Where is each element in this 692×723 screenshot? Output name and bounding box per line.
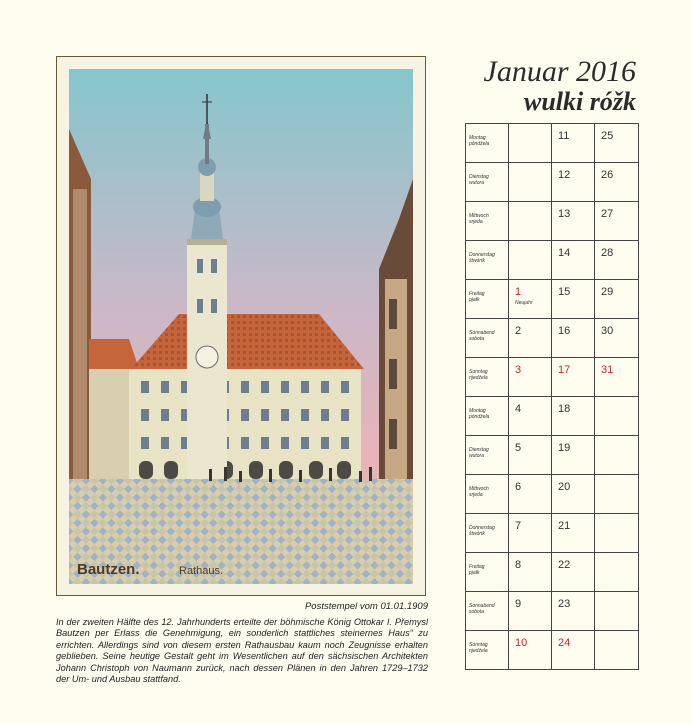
day-number: [595, 514, 638, 520]
weekday-sorbian: njedźela: [469, 648, 488, 654]
weekday-sorbian: póndźela: [469, 414, 490, 420]
calendar-row: [466, 202, 639, 241]
day-cell: [552, 631, 595, 670]
day-cell: [595, 397, 639, 436]
weekday-cell: [466, 397, 509, 436]
weekday-sorbian: srjeda: [469, 219, 483, 225]
weekday-german: Donnerstag: [469, 252, 495, 258]
day-number: 5: [515, 442, 522, 454]
day-number: 19: [558, 442, 571, 454]
day-number: [509, 241, 551, 247]
day-number: 25: [601, 130, 614, 142]
weekday-german: Dienstag: [469, 447, 489, 453]
month-title: Januar 2016: [483, 55, 636, 88]
day-cell: [595, 592, 639, 631]
weekday-cell: [466, 631, 509, 670]
day-number: 13: [558, 208, 571, 220]
weekday-german: Freitag: [469, 291, 485, 297]
day-cell: [509, 631, 552, 670]
day-number: 24: [558, 637, 571, 649]
calendar-row: [466, 631, 639, 670]
calendar-row: [466, 163, 639, 202]
weekday-sorbian: pjatk: [469, 297, 480, 303]
day-cell: [552, 475, 595, 514]
weekday-sorbian: srjeda: [469, 492, 483, 498]
weekday-german: Montag: [469, 408, 486, 414]
weekday-label: [466, 319, 508, 342]
calendar-row: [466, 592, 639, 631]
day-number: 15: [558, 286, 571, 298]
calendar-grid: [465, 123, 639, 670]
weekday-cell: [466, 592, 509, 631]
day-number: 21: [558, 520, 571, 532]
calendar-row: [466, 514, 639, 553]
day-cell: [509, 592, 552, 631]
day-cell: [552, 280, 595, 319]
weekday-label: [466, 241, 508, 264]
weekday-cell: [466, 475, 509, 514]
weekday-label: [466, 397, 508, 420]
weekday-cell: [466, 124, 509, 163]
weekday-german: Montag: [469, 135, 486, 141]
day-number: 27: [601, 208, 614, 220]
weekday-label: [466, 124, 508, 147]
day-cell: [595, 358, 639, 397]
day-cell: [552, 397, 595, 436]
day-cell: [509, 163, 552, 202]
day-number: [595, 553, 638, 559]
weekday-label: [466, 202, 508, 225]
day-number: [595, 436, 638, 442]
day-number: 22: [558, 559, 571, 571]
weekday-german: Mittwoch: [469, 213, 489, 219]
day-number: 11: [558, 130, 570, 142]
weekday-sorbian: póndźela: [469, 141, 490, 147]
calendar-row: [466, 553, 639, 592]
postmark-caption: Poststempel vom 01.01.1909: [304, 601, 428, 612]
weekday-sorbian: wutora: [469, 453, 485, 459]
weekday-label: [466, 358, 508, 381]
day-number: 1: [515, 286, 522, 298]
postcard-frame: [56, 56, 426, 596]
day-number: 23: [558, 598, 571, 610]
weekday-german: Sonntag: [469, 642, 488, 648]
weekday-label: [466, 514, 508, 537]
day-cell: [552, 124, 595, 163]
day-cell: [595, 475, 639, 514]
caption-text: In der zweiten Hälfte des 12. Jahrhunderts erteilte der böhmische König Ottokar I. Přemysl Bautzen per Erlass die Genehmigung, ein sonderlich stattliches steinernes Haus“ zu errichten. Allerdings sind von diesem ersten Rathausbau kaum noch Zeugnisse erhalten geblieben. Seine heutige Gestalt geht im Wesentlichen auf den sächsischen Architekten Johann Christoph von Naumann zurück, nach dessen Plänen in den Jahren 1729–1732 der Um- und Ausbau stattfand.: [56, 617, 428, 685]
weekday-german: Mittwoch: [469, 486, 489, 492]
month-subtitle: wulki róžk: [524, 87, 636, 116]
weekday-label: [466, 280, 508, 303]
weekday-sorbian: štwórtk: [469, 531, 485, 537]
day-cell: [509, 319, 552, 358]
day-number: 28: [601, 247, 614, 259]
weekday-sorbian: njedźela: [469, 375, 488, 381]
day-number: [595, 397, 638, 403]
calendar-row: [466, 358, 639, 397]
day-cell: [509, 241, 552, 280]
day-cell: [595, 514, 639, 553]
weekday-cell: [466, 319, 509, 358]
day-number: 12: [558, 169, 571, 181]
weekday-sorbian: sobota: [469, 336, 485, 342]
day-number: 18: [558, 403, 571, 415]
holiday-label: Neujahr: [515, 300, 533, 306]
weekday-cell: [466, 163, 509, 202]
day-cell: [552, 592, 595, 631]
weekday-label: [466, 163, 508, 186]
day-number: [509, 202, 551, 208]
day-cell: [509, 397, 552, 436]
weekday-german: Freitag: [469, 564, 485, 570]
day-number: 29: [601, 286, 614, 298]
postcard-title-left: Bautzen.: [77, 561, 140, 578]
weekday-german: Donnerstag: [469, 525, 495, 531]
day-cell: [509, 124, 552, 163]
day-number: 8: [515, 559, 522, 571]
weekday-label: [466, 631, 508, 654]
day-number: [595, 475, 638, 481]
calendar-row: [466, 475, 639, 514]
weekday-label: [466, 553, 508, 576]
day-cell: [552, 241, 595, 280]
calendar-row: [466, 280, 639, 319]
weekday-german: Sonnabend: [469, 603, 495, 609]
day-number: [509, 124, 551, 130]
calendar-row: [466, 124, 639, 163]
calendar-row: [466, 436, 639, 475]
weekday-german: Sonnabend: [469, 330, 495, 336]
calendar-row: [466, 397, 639, 436]
weekday-cell: [466, 241, 509, 280]
day-number: 14: [558, 247, 571, 259]
weekday-cell: [466, 514, 509, 553]
weekday-sorbian: pjatk: [469, 570, 480, 576]
day-number: [509, 163, 551, 169]
weekday-german: Dienstag: [469, 174, 489, 180]
rathaus-illustration: [69, 69, 413, 584]
day-cell: [509, 202, 552, 241]
weekday-label: [466, 436, 508, 459]
calendar-row: [466, 241, 639, 280]
weekday-cell: [466, 358, 509, 397]
day-cell: [552, 553, 595, 592]
day-cell: [509, 436, 552, 475]
day-number: [595, 592, 638, 598]
weekday-label: [466, 475, 508, 498]
weekday-sorbian: štwórtk: [469, 258, 485, 264]
day-cell: [552, 436, 595, 475]
day-number: 4: [515, 403, 522, 415]
day-number: 7: [515, 520, 522, 532]
day-number: 30: [601, 325, 614, 337]
day-number: 26: [601, 169, 614, 181]
day-number: 3: [515, 364, 522, 376]
weekday-sorbian: wutora: [469, 180, 485, 186]
day-cell: [595, 241, 639, 280]
calendar-row: [466, 319, 639, 358]
day-cell: [595, 319, 639, 358]
day-number: 20: [558, 481, 571, 493]
day-cell: [552, 163, 595, 202]
weekday-sorbian: sobota: [469, 609, 485, 615]
weekday-german: Sonntag: [469, 369, 488, 375]
postcard-title-right: Rathaus.: [179, 565, 224, 577]
day-number: [595, 631, 638, 637]
day-cell: [509, 514, 552, 553]
day-cell: [595, 280, 639, 319]
day-cell: [509, 280, 552, 319]
day-cell: [595, 631, 639, 670]
day-cell: [595, 553, 639, 592]
weekday-cell: [466, 436, 509, 475]
day-cell: [509, 475, 552, 514]
day-cell: [552, 514, 595, 553]
weekday-cell: [466, 553, 509, 592]
day-cell: [595, 202, 639, 241]
day-number: 2: [515, 325, 522, 337]
weekday-cell: [466, 280, 509, 319]
day-cell: [552, 319, 595, 358]
day-cell: [595, 124, 639, 163]
day-cell: [509, 553, 552, 592]
day-cell: [509, 358, 552, 397]
weekday-cell: [466, 202, 509, 241]
day-cell: [595, 163, 639, 202]
day-number: 17: [558, 364, 571, 376]
day-number: 9: [515, 598, 522, 610]
day-cell: [552, 202, 595, 241]
weekday-label: [466, 592, 508, 615]
day-number: 6: [515, 481, 522, 493]
postcard-image: [69, 69, 413, 584]
day-cell: [595, 436, 639, 475]
day-number: 10: [515, 637, 528, 649]
day-number: 16: [558, 325, 571, 337]
day-number: 31: [601, 364, 614, 376]
day-cell: [552, 358, 595, 397]
